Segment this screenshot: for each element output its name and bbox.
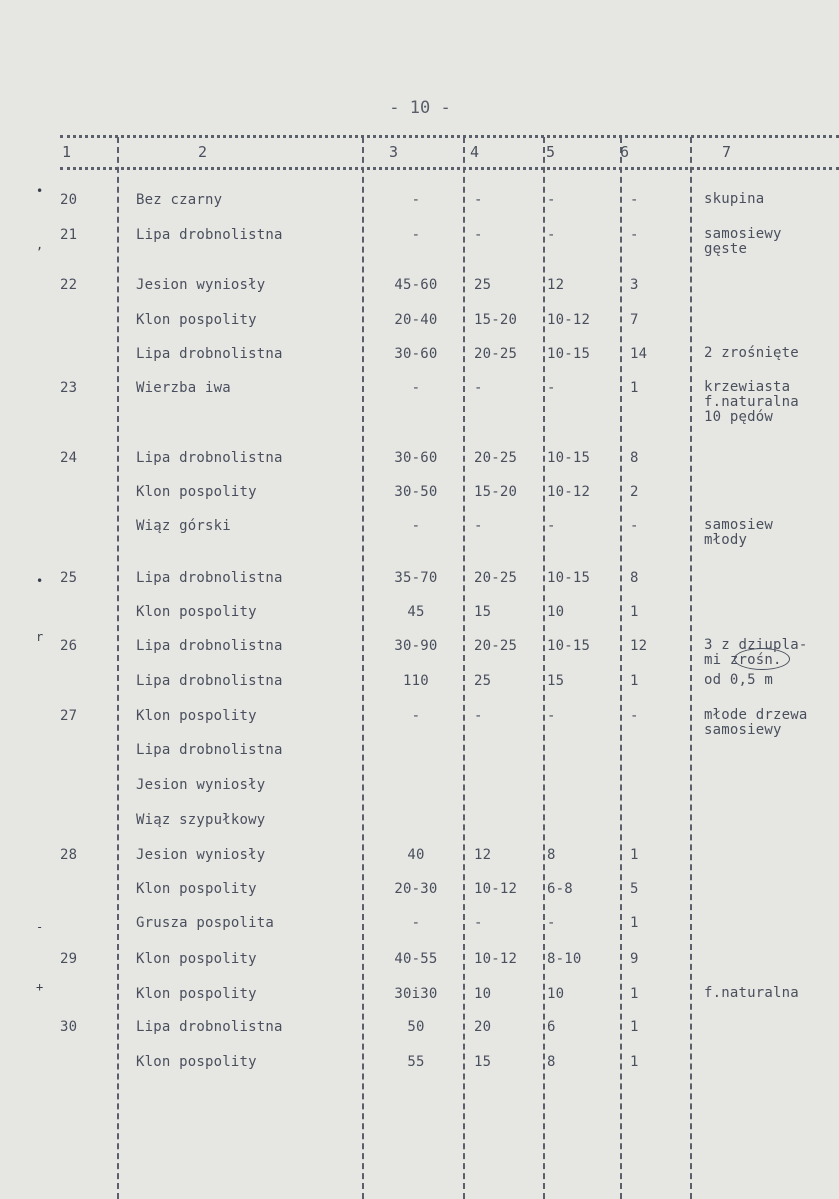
cell-column-4: - xyxy=(474,915,483,931)
cell-column-4: 10-12 xyxy=(474,951,518,967)
cell-column-3: 40 xyxy=(407,847,425,863)
cell-species: Lipa drobnolistna xyxy=(136,638,283,654)
margin-tick-mark: + xyxy=(36,980,44,994)
cell-species: Lipa drobnolistna xyxy=(136,1019,283,1035)
cell-column-4: 20 xyxy=(474,1019,492,1035)
cell-species: Bez czarny xyxy=(136,192,223,208)
cell-number: 22 xyxy=(60,277,78,293)
cell-column-4: 20-25 xyxy=(474,450,518,466)
table-row xyxy=(0,450,839,472)
cell-column-3: 30-90 xyxy=(394,638,438,654)
cell-column-3: - xyxy=(411,915,421,931)
cell-column-5: - xyxy=(547,518,556,534)
table-rule-header-bottom xyxy=(60,167,839,170)
cell-column-5: - xyxy=(547,380,556,396)
cell-column-4: - xyxy=(474,227,483,243)
cell-species: Klon pospolity xyxy=(136,951,257,967)
cell-column-3: - xyxy=(411,518,421,534)
column-header-6: 6 xyxy=(620,143,630,161)
cell-species: Klon pospolity xyxy=(136,708,257,724)
cell-species: Jesion wyniosły xyxy=(136,847,266,863)
cell-number: 27 xyxy=(60,708,78,724)
cell-column-5: 10 xyxy=(547,986,565,1002)
cell-column-6: - xyxy=(630,192,639,208)
margin-tick-mark: , xyxy=(36,238,44,252)
cell-note: f.naturalna xyxy=(704,985,799,1001)
table-row xyxy=(0,673,839,695)
table-row xyxy=(0,707,839,738)
cell-species: Lipa drobnolistna xyxy=(136,742,283,758)
cell-column-6: 1 xyxy=(630,847,639,863)
cell-column-4: - xyxy=(474,518,483,534)
cell-species: Wierzba iwa xyxy=(136,380,231,396)
column-header-7: 7 xyxy=(722,143,732,161)
table-row xyxy=(0,637,839,668)
cell-species: Lipa drobnolistna xyxy=(136,346,283,362)
cell-column-3: 30-50 xyxy=(394,484,438,500)
table-row xyxy=(0,517,839,548)
cell-column-6: 5 xyxy=(630,881,639,897)
cell-species: Jesion wyniosły xyxy=(136,277,266,293)
cell-column-6: 12 xyxy=(630,638,648,654)
cell-column-6: 1 xyxy=(630,1054,639,1070)
cell-note: 2 zrośnięte xyxy=(704,345,799,361)
margin-tick-mark: r xyxy=(36,630,44,644)
cell-species: Lipa drobnolistna xyxy=(136,227,283,243)
cell-column-3: - xyxy=(411,380,421,396)
cell-column-4: - xyxy=(474,708,483,724)
cell-number: 28 xyxy=(60,847,78,863)
margin-tick-mark: • xyxy=(36,184,44,198)
table-row xyxy=(0,812,839,834)
cell-column-6: - xyxy=(630,708,639,724)
cell-column-6: - xyxy=(630,227,639,243)
cell-column-5: 10-15 xyxy=(547,346,591,362)
cell-column-6: 1 xyxy=(630,673,639,689)
cell-column-5: 10-12 xyxy=(547,312,591,328)
cell-species: Klon pospolity xyxy=(136,604,257,620)
cell-note: samosiew młody xyxy=(704,517,774,548)
table-row xyxy=(0,881,839,903)
cell-column-5: 10 xyxy=(547,604,565,620)
cell-column-4: 20-25 xyxy=(474,346,518,362)
cell-column-4: 15 xyxy=(474,1054,492,1070)
cell-column-5: 6-8 xyxy=(547,881,573,897)
cell-note: samosiewy gęste xyxy=(704,226,782,257)
cell-column-4: 10 xyxy=(474,986,492,1002)
column-header-5: 5 xyxy=(546,143,556,161)
cell-note: młode drzewa samosiewy xyxy=(704,707,808,738)
cell-column-4: 20-25 xyxy=(474,570,518,586)
cell-species: Klon pospolity xyxy=(136,312,257,328)
cell-column-3: 30-60 xyxy=(394,450,438,466)
margin-tick-mark: • xyxy=(36,574,44,588)
cell-number: 26 xyxy=(60,638,78,654)
cell-column-4: 12 xyxy=(474,847,492,863)
cell-column-5: - xyxy=(547,708,556,724)
cell-note: skupina xyxy=(704,191,765,207)
cell-column-3: 110 xyxy=(403,673,429,689)
table-row xyxy=(0,346,839,368)
cell-column-5: 8-10 xyxy=(547,951,582,967)
table-row xyxy=(0,226,839,257)
cell-column-3: 50 xyxy=(407,1019,425,1035)
cell-column-4: 15-20 xyxy=(474,484,518,500)
cell-column-6: 3 xyxy=(630,277,639,293)
cell-column-3: 40-55 xyxy=(394,951,438,967)
cell-column-5: 10-15 xyxy=(547,638,591,654)
table-row xyxy=(0,604,839,626)
cell-species: Klon pospolity xyxy=(136,1054,257,1070)
table-row xyxy=(0,570,839,592)
cell-number: 23 xyxy=(60,380,78,396)
cell-column-4: 20-25 xyxy=(474,638,518,654)
cell-column-5: 8 xyxy=(547,1054,556,1070)
table-row xyxy=(0,986,839,1008)
cell-column-3: 20-30 xyxy=(394,881,438,897)
cell-note: od 0,5 m xyxy=(704,672,774,688)
cell-column-5: 12 xyxy=(547,277,565,293)
cell-column-6: 1 xyxy=(630,915,639,931)
table-row xyxy=(0,379,839,425)
table-row xyxy=(0,1054,839,1076)
cell-column-3: 30-60 xyxy=(394,346,438,362)
cell-column-5: - xyxy=(547,915,556,931)
cell-column-6: 2 xyxy=(630,484,639,500)
table-row xyxy=(0,277,839,299)
cell-species: Wiąz górski xyxy=(136,518,231,534)
cell-column-4: 25 xyxy=(474,673,492,689)
table-row xyxy=(0,915,839,937)
cell-number: 25 xyxy=(60,570,78,586)
cell-column-3: 30i30 xyxy=(394,986,438,1002)
table-row xyxy=(0,312,839,334)
cell-column-3: 20-40 xyxy=(394,312,438,328)
cell-number: 24 xyxy=(60,450,78,466)
table-row xyxy=(0,847,839,869)
cell-column-5: 15 xyxy=(547,673,565,689)
cell-note: 3 z dziupla- mi zrośn. xyxy=(704,637,808,668)
cell-column-4: - xyxy=(474,192,483,208)
cell-column-5: - xyxy=(547,192,556,208)
cell-column-5: 10-12 xyxy=(547,484,591,500)
cell-column-3: 45-60 xyxy=(394,277,438,293)
cell-species: Lipa drobnolistna xyxy=(136,450,283,466)
cell-number: 20 xyxy=(60,192,78,208)
cell-species: Klon pospolity xyxy=(136,986,257,1002)
column-header-3: 3 xyxy=(389,143,399,161)
cell-column-5: 10-15 xyxy=(547,570,591,586)
handwritten-circle-mark xyxy=(734,648,790,670)
cell-column-6: 1 xyxy=(630,604,639,620)
cell-species: Lipa drobnolistna xyxy=(136,673,283,689)
cell-column-5: 8 xyxy=(547,847,556,863)
cell-species: Lipa drobnolistna xyxy=(136,570,283,586)
cell-column-5: 10-15 xyxy=(547,450,591,466)
table-rule-top xyxy=(60,135,839,138)
cell-species: Klon pospolity xyxy=(136,881,257,897)
column-header-4: 4 xyxy=(470,143,480,161)
cell-species: Wiąz szypułkowy xyxy=(136,812,266,828)
cell-column-3: - xyxy=(411,708,421,724)
table-row xyxy=(0,951,839,973)
cell-column-3: 55 xyxy=(407,1054,425,1070)
cell-species: Grusza pospolita xyxy=(136,915,275,931)
cell-column-6: 7 xyxy=(630,312,639,328)
column-header-2: 2 xyxy=(198,143,208,161)
table-row xyxy=(0,192,839,214)
table-row xyxy=(0,742,839,764)
cell-note: krzewiasta f.naturalna 10 pędów xyxy=(704,379,799,425)
table-row xyxy=(0,484,839,506)
cell-column-3: 35-70 xyxy=(394,570,438,586)
cell-column-3: 45 xyxy=(407,604,425,620)
page-number: - 10 - xyxy=(389,98,451,118)
cell-column-6: 14 xyxy=(630,346,648,362)
cell-column-5: - xyxy=(547,227,556,243)
cell-column-5: 6 xyxy=(547,1019,556,1035)
cell-species: Jesion wyniosły xyxy=(136,777,266,793)
cell-column-6: 8 xyxy=(630,570,639,586)
cell-species: Klon pospolity xyxy=(136,484,257,500)
cell-column-6: 9 xyxy=(630,951,639,967)
cell-column-4: 15 xyxy=(474,604,492,620)
column-header-1: 1 xyxy=(62,143,72,161)
cell-number: 21 xyxy=(60,227,78,243)
cell-column-3: - xyxy=(411,192,421,208)
cell-number: 30 xyxy=(60,1019,78,1035)
cell-column-4: - xyxy=(474,380,483,396)
cell-column-6: 1 xyxy=(630,986,639,1002)
cell-column-6: 1 xyxy=(630,380,639,396)
margin-tick-mark: - xyxy=(36,920,44,934)
cell-column-3: - xyxy=(411,227,421,243)
cell-column-4: 10-12 xyxy=(474,881,518,897)
cell-number: 29 xyxy=(60,951,78,967)
cell-column-6: - xyxy=(630,518,639,534)
cell-column-4: 15-20 xyxy=(474,312,518,328)
cell-column-4: 25 xyxy=(474,277,492,293)
cell-column-6: 1 xyxy=(630,1019,639,1035)
table-row xyxy=(0,1019,839,1041)
cell-column-6: 8 xyxy=(630,450,639,466)
table-row xyxy=(0,777,839,799)
